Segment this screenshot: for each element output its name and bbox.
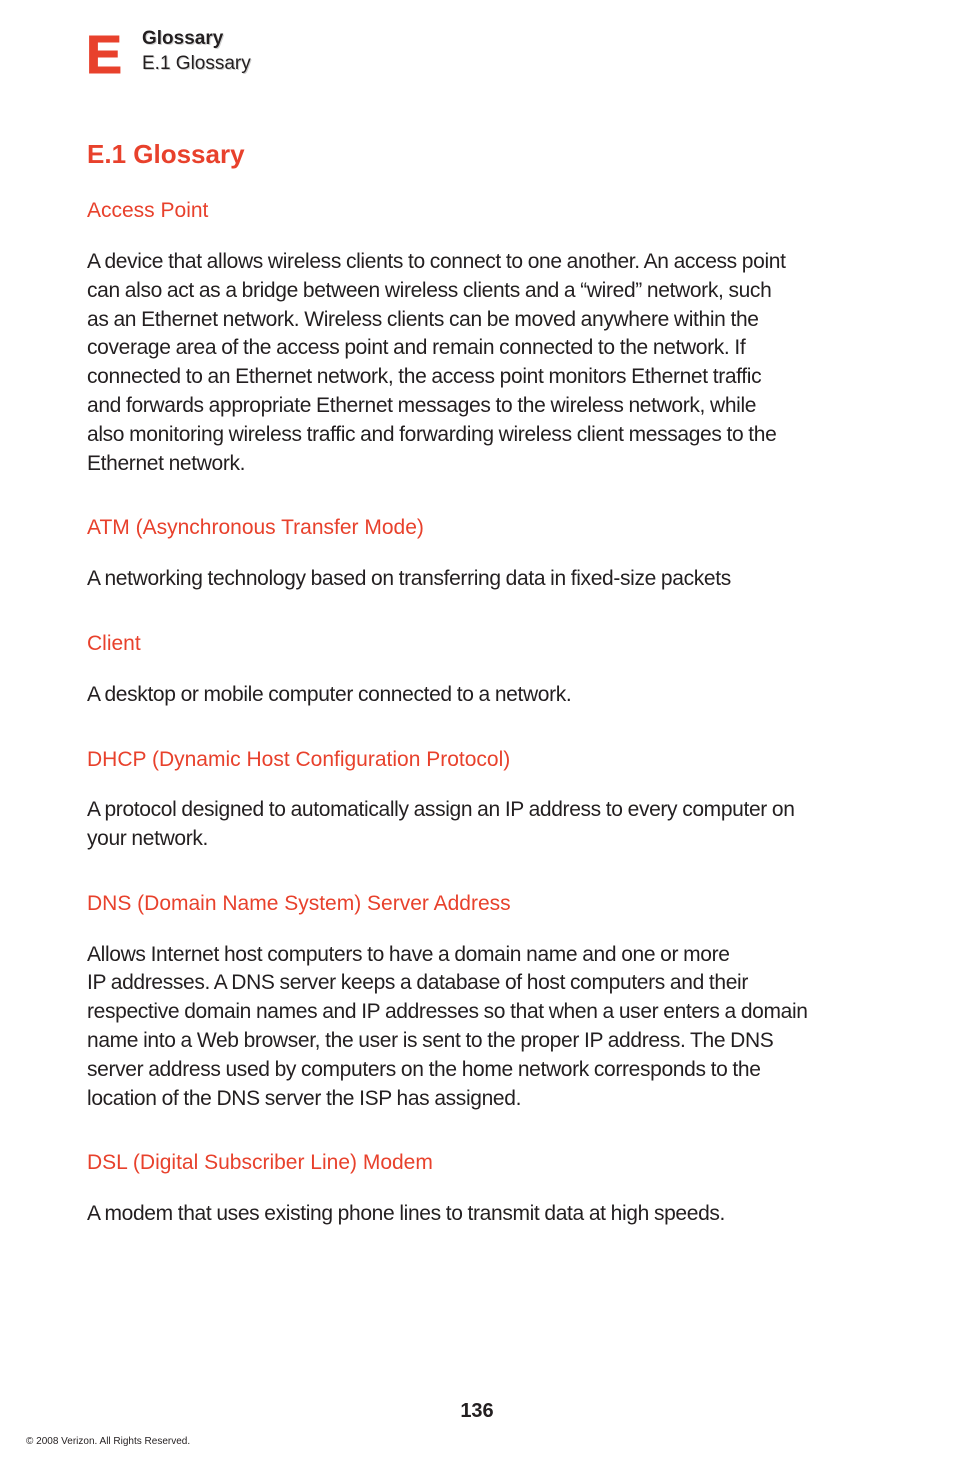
glossary-entry	[87, 890, 877, 1114]
glossary-entry	[87, 197, 877, 478]
glossary-content	[87, 136, 877, 1229]
glossary-definition	[87, 681, 877, 710]
glossary-entry	[87, 514, 877, 594]
glossary-definition	[87, 1200, 877, 1229]
definition-line: location of the DNS server the ISP has assigned.	[87, 1086, 522, 1110]
page-number: 136	[460, 1400, 494, 1422]
definition-line: A networking technology based on transferring data in fixed-size packets	[87, 567, 731, 591]
glossary-term: Access Point	[87, 199, 209, 222]
definition-line: A device that allows wireless clients to connect to one another. An access point	[87, 250, 786, 273]
copyright-notice: © 2008 Verizon. All Rights Reserved.	[26, 1436, 191, 1447]
definition-line: respective domain names and IP addresses so that when a user enters a domain	[87, 1000, 808, 1024]
definition-line: server address used by computers on the home network corresponds to the	[87, 1057, 761, 1081]
header-title: Glossary	[142, 28, 224, 49]
glossary-term: Client	[87, 632, 141, 656]
definition-line: name into a Web browser, the user is sent to the proper IP address. The DNS	[87, 1028, 774, 1052]
definition-line: Allows Internet host computers to have a domain name and one or more	[87, 942, 730, 966]
definition-line: as an Ethernet network. Wireless clients can be moved anywhere within the	[87, 307, 759, 331]
section-title: E.1 Glossary	[87, 139, 245, 169]
glossary-entry	[87, 630, 877, 710]
definition-line: Ethernet network.	[87, 451, 246, 475]
glossary-definition	[87, 796, 877, 854]
definition-line: and forwards appropriate Ethernet messages to the wireless network, while	[87, 393, 757, 417]
glossary-entry	[87, 1149, 877, 1229]
definition-line: IP addresses. A DNS server keeps a database of host computers and their	[87, 971, 748, 995]
glossary-definition	[87, 565, 877, 594]
header-subtitle: E.1 Glossary	[142, 53, 251, 74]
header-text	[142, 28, 251, 78]
glossary-term: DSL (Digital Subscriber Line) Modem	[87, 1151, 433, 1175]
definition-line: also monitoring wireless traffic and forwarding wireless client messages to the	[87, 422, 777, 446]
definition-line: coverage area of the access point and remain connected to the network. If	[87, 336, 746, 360]
glossary-term: ATM (Asynchronous Transfer Mode)	[87, 516, 424, 540]
definition-line: A protocol designed to automatically assign an IP address to every computer on	[87, 797, 795, 821]
glossary-definition	[87, 941, 877, 1114]
glossary-term: DHCP (Dynamic Host Configuration Protocol)	[87, 747, 511, 771]
chapter-letter: E	[86, 25, 123, 85]
definition-line: your network.	[87, 826, 209, 850]
definition-line: A modem that uses existing phone lines to transmit data at high speeds.	[87, 1202, 726, 1226]
glossary-term: DNS (Domain Name System) Server Address	[87, 891, 511, 915]
definition-line: can also act as a bridge between wireless clients and a “wired” network, such	[87, 278, 772, 302]
definition-line: connected to an Ethernet network, the access point monitors Ethernet traffic	[87, 365, 762, 389]
glossary-entry	[87, 746, 877, 854]
glossary-definition	[87, 248, 877, 478]
definition-line: A desktop or mobile computer connected to a network.	[87, 683, 572, 707]
